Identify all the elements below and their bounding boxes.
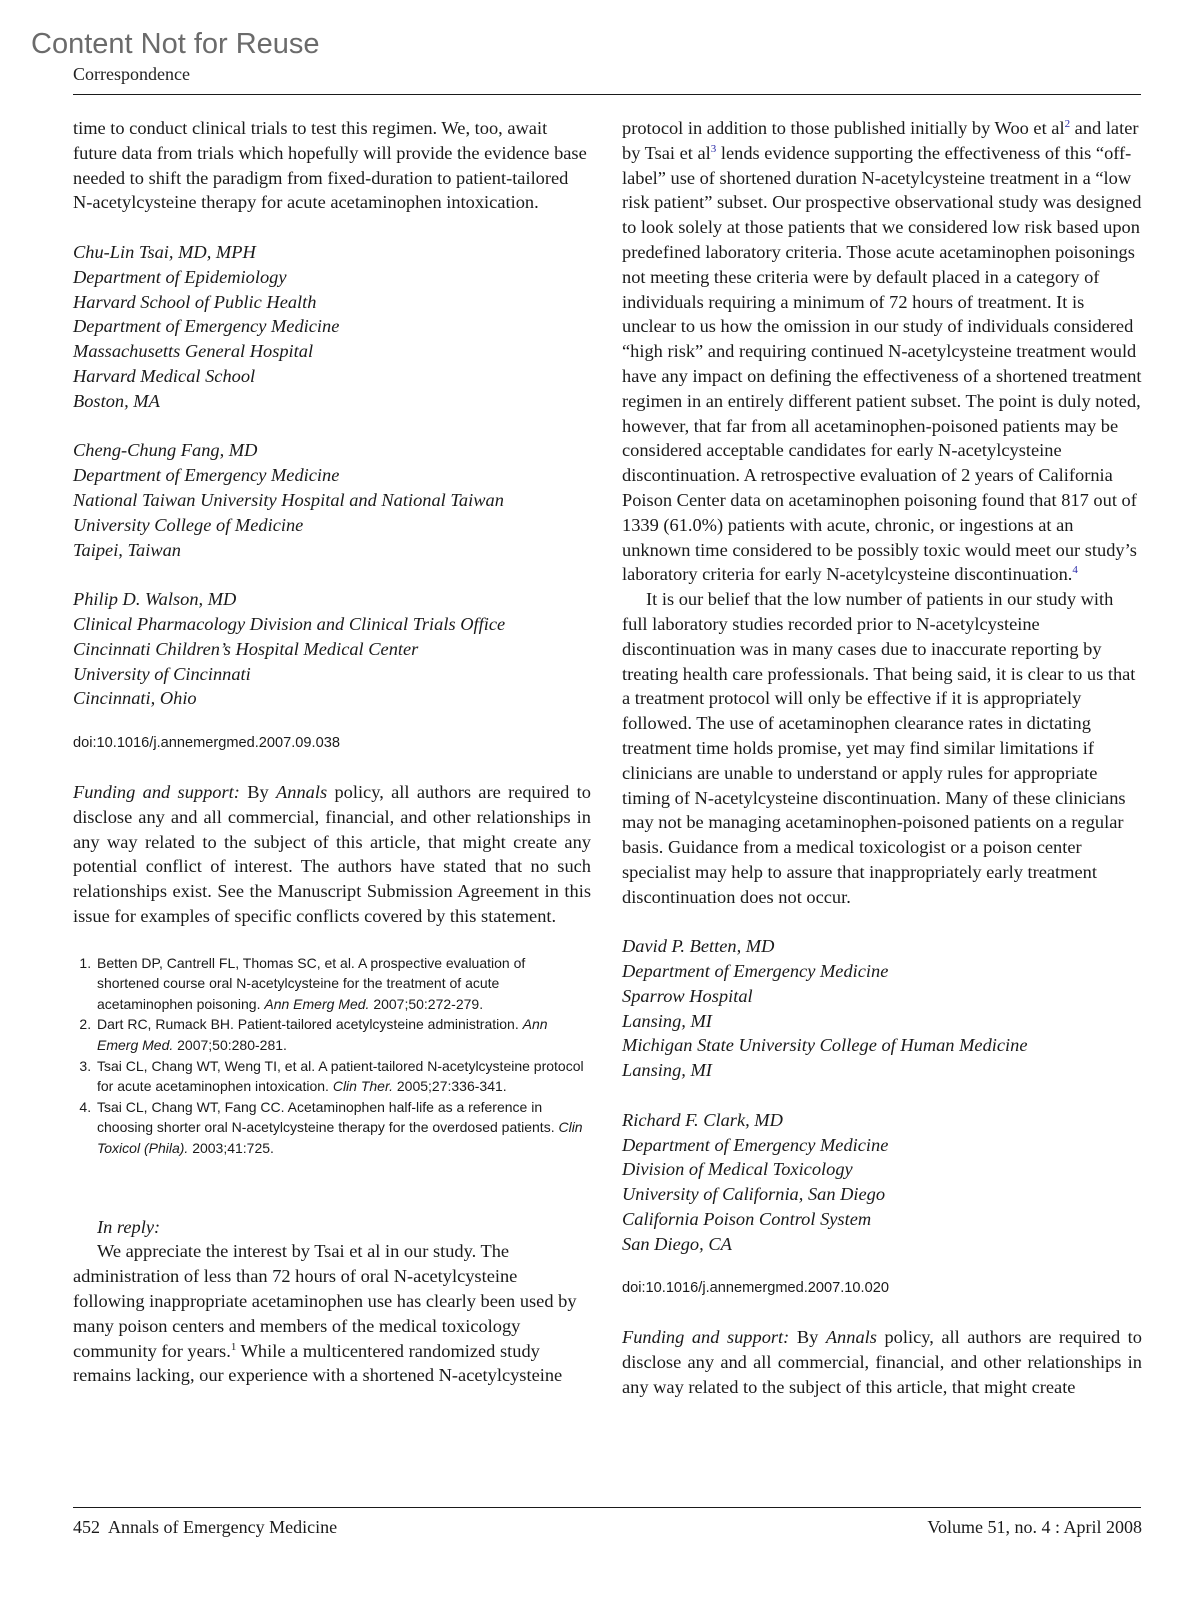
- author-affiliation: University of California, San Diego: [622, 1184, 886, 1205]
- author-affiliation: Department of Emergency Medicine: [73, 316, 340, 337]
- author-affiliation: California Poison Control System: [622, 1209, 872, 1230]
- author-affiliation: Clinical Pharmacology Division and Clinical Trials Office: [73, 613, 506, 634]
- page-number: 452: [73, 1517, 100, 1537]
- doi: doi:10.1016/j.annemergmed.2007.09.038: [73, 734, 340, 751]
- reference-text: Tsai CL, Chang WT, Fang CC. Acetaminophen half-life as a reference in choosing shorter oral N-acetylcysteine therapy for the overdosed patients.: [97, 1098, 555, 1136]
- footer-left: [73, 1515, 337, 1539]
- journal-name: Annals: [276, 781, 328, 802]
- author-affiliation: Department of Emergency Medicine: [622, 961, 889, 982]
- author-affiliation: Massachusetts General Hospital: [73, 341, 314, 362]
- author-location: Lansing, MI: [622, 1060, 712, 1081]
- author-affiliation: University College of Medicine: [73, 514, 304, 535]
- reply-paragraph: It is our belief that the low number of patients in our study with full laboratory studies recorded prior to N-acetylcysteine discontinuation was in many cases due to inaccurate reporting by treating health care professionals. That being said, it is clear to us that a treatment protocol will only be effective if it is appropriately followed. The use of acetaminophen clearance rates in dictating treatment time holds promise, yet may find similar limitations if clinicians are unable to understand or apply rules for appropriate timing of N-acetylcysteine discontinuation. Many of these clinicians may not be managing acetaminophen-poisoned patients on a regular basis. Guidance from a medical toxicologist or a poison center specialist may help to assure that inappropriately early treatment discontinuation does not occur.: [622, 589, 1136, 907]
- journal-title: Annals of Emergency Medicine: [108, 1517, 338, 1537]
- author-affiliation: Division of Medical Toxicology: [622, 1159, 853, 1180]
- doi: doi:10.1016/j.annemergmed.2007.10.020: [622, 1280, 889, 1297]
- reference-text: Tsai CL, Chang WT, Weng TI, et al. A patient-tailored N-acetylcysteine protocol for acute acetaminophen intoxication.: [97, 1057, 584, 1095]
- funding-text: policy, all authors are required to disclose any and all commercial, financial, and other relationships in any way related to the subject of this article, that might create any potential conflict of interest. The authors have stated that no such relationships exist. See the Manuscript Submission Agreement in this issue for examples of specific conflicts covered by this statement.: [73, 781, 591, 926]
- author-affiliation: Department of Emergency Medicine: [622, 1134, 889, 1155]
- funding-label: Funding and support:: [622, 1327, 790, 1348]
- section-label: Correspondence: [73, 64, 190, 84]
- reference-item: [95, 1014, 591, 1055]
- author-block: [73, 240, 591, 414]
- citation-marker: 1: [230, 1340, 237, 1353]
- reply-paragraph: [73, 1239, 591, 1388]
- reply-text: lends evidence supporting the effectiveness of this “off-label” use of shortened duration N-acetylcysteine treatment in a “low risk patient” subset. Our prospective observational study was designed to look solely at those patients that we considered low risk based upon predefined laboratory criteria. Those acute acetaminophen poisonings not meeting these criteria were by default placed in a category of individuals requiring a minimum of 72 hours of treatment. It is unclear to us how the omission in our study of individuals considered “high risk” and requiring continued N-acetylcysteine treatment would have any impact on defining the effectiveness of a shortened treatment regimen in an entirely different patient subset. The point is duly noted, however, that far from all acetaminophen-poisoned patients may be considered acceptable candidates for early N-acetylcysteine discontinuation. A retrospective evaluation of 2 years of California Poison Center data on acetaminophen poisoning found that 817 out of 1339 (61.0%) patients with acute, chronic, or ingestions at an unknown time considered to be possibly toxic would meet our study’s laboratory criteria for early N-acetylcysteine discontinuation.: [622, 142, 1142, 585]
- funding-pre: By: [796, 1327, 819, 1348]
- author-location: San Diego, CA: [622, 1233, 732, 1254]
- funding-text: policy, all authors are required to disclose any and all commercial, financial, and other relationships in any way related to the subject of this article, that might create: [622, 1327, 1142, 1398]
- author-affiliation: Harvard Medical School: [73, 365, 256, 386]
- citation-link[interactable]: 4: [1072, 564, 1078, 577]
- funding-pre: By: [247, 781, 269, 802]
- reference-journal: Clin Toxicol (Phila).: [97, 1119, 583, 1157]
- author-affiliation: Cincinnati Children’s Hospital Medical Center: [73, 638, 419, 659]
- funding-label: Funding and support:: [73, 781, 240, 802]
- reply-heading: In reply:: [97, 1216, 161, 1237]
- author-affiliation: Sparrow Hospital: [622, 985, 753, 1006]
- author-affiliation: Department of Emergency Medicine: [73, 465, 340, 486]
- header-rule: [73, 94, 1141, 95]
- reply-text: We appreciate the interest by Tsai et al in our study. The administration of less than 72 hours of oral N-acetylcysteine following inappropriate acetaminophen use has clearly been used by many poison centers and members of the medical toxicology community for years.: [73, 1241, 577, 1361]
- issue-info: Volume 51, no. 4 : April 2008: [927, 1517, 1142, 1537]
- author-block: [622, 934, 1142, 1083]
- author-location: Cincinnati, Ohio: [73, 688, 197, 709]
- author-block: [73, 438, 591, 562]
- intro-paragraph: time to conduct clinical trials to test this regimen. We, too, await future data from trials which hopefully will provide the evidence base needed to shift the paradigm from fixed-duration to patient-tailored N-acetylcysteine therapy for acute acetaminophen intoxication.: [73, 118, 587, 213]
- left-column: [73, 116, 591, 1388]
- reference-cite: 2007;50:280-281.: [177, 1037, 287, 1054]
- reply-text: and later by Tsai et al: [622, 118, 1139, 163]
- author-affiliation: Department of Epidemiology: [73, 266, 287, 287]
- reference-text: Betten DP, Cantrell FL, Thomas SC, et al. A prospective evaluation of shortened course oral N-acetylcysteine for the treatment of acute acetaminophen poisoning.: [97, 954, 526, 1012]
- funding-statement: [73, 780, 591, 929]
- author-affiliation: University of Cincinnati: [73, 663, 251, 684]
- author-block: [73, 587, 591, 711]
- author-affiliation: Harvard School of Public Health: [73, 291, 317, 312]
- author-name: Philip D. Walson, MD: [73, 589, 237, 610]
- author-location: Taipei, Taiwan: [73, 539, 182, 560]
- footer-rule: [73, 1507, 1141, 1508]
- author-location: Lansing, MI: [622, 1010, 712, 1031]
- author-affiliation: National Taiwan University Hospital and National Taiwan: [73, 489, 504, 510]
- funding-statement: [622, 1325, 1142, 1399]
- author-name: Chu-Lin Tsai, MD, MPH: [73, 241, 256, 262]
- author-affiliation: Michigan State University College of Human Medicine: [622, 1035, 1028, 1056]
- author-block: [622, 1108, 1142, 1257]
- reference-text: Dart RC, Rumack BH. Patient-tailored acetylcysteine administration.: [97, 1016, 519, 1033]
- reference-journal: Ann Emerg Med.: [264, 995, 370, 1012]
- reference-cite: 2005;27:336-341.: [396, 1078, 507, 1095]
- right-column: [622, 116, 1142, 1424]
- reference-cite: 2003;41:725.: [192, 1140, 274, 1157]
- author-name: Richard F. Clark, MD: [622, 1109, 783, 1130]
- reference-journal: Clin Ther.: [332, 1078, 393, 1095]
- reference-item: [95, 953, 591, 1015]
- reference-cite: 2007;50:272-279.: [373, 995, 484, 1012]
- watermark: Content Not for Reuse: [31, 28, 320, 60]
- reference-journal: Ann Emerg Med.: [97, 1016, 548, 1054]
- reply-paragraph: [622, 116, 1142, 587]
- author-location: Boston, MA: [73, 390, 160, 411]
- citation-link[interactable]: 3: [710, 142, 717, 155]
- reference-list: [73, 953, 591, 1159]
- reply-text: While a multicentered randomized study remains lacking, our experience with a shortened N-acetylcysteine: [73, 1340, 563, 1386]
- author-name: Cheng-Chung Fang, MD: [73, 440, 258, 461]
- reference-item: [95, 1097, 591, 1159]
- reply-text: protocol in addition to those published initially by Woo et al: [622, 118, 1065, 138]
- reference-item: [95, 1056, 591, 1097]
- citation-link[interactable]: 2: [1064, 117, 1071, 130]
- author-name: David P. Betten, MD: [622, 936, 775, 957]
- journal-name: Annals: [825, 1327, 877, 1348]
